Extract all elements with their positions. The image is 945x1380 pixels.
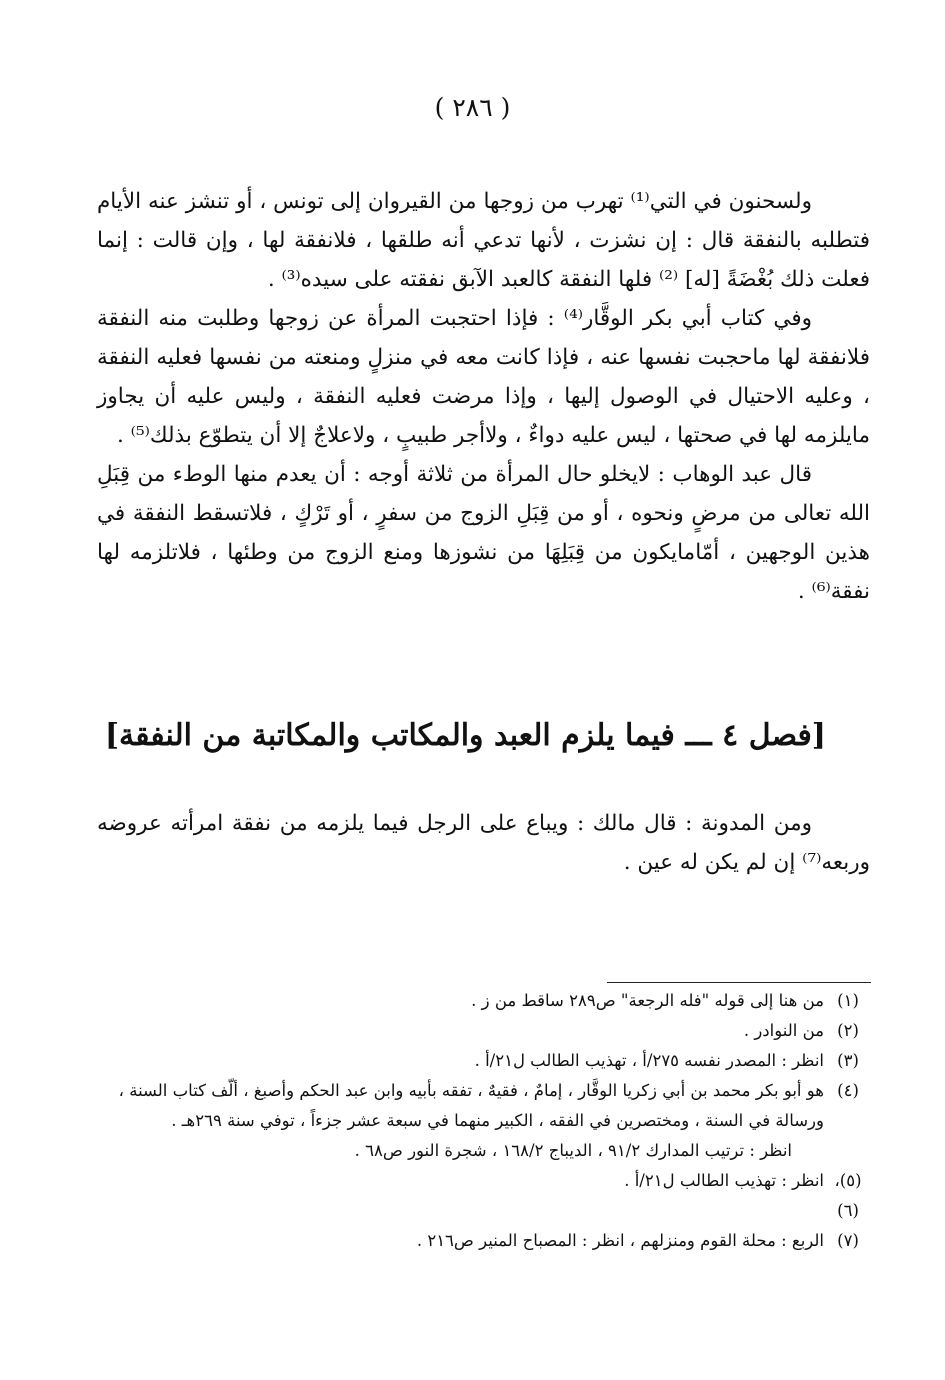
- footnote: [92, 986, 872, 1016]
- footnote-number: (٥)،(٦): [834, 1171, 862, 1220]
- footnote-number: (٤): [837, 1081, 859, 1100]
- footnote-number: (٢): [837, 1021, 859, 1040]
- main-text-block: [97, 182, 870, 611]
- section-text-block: [97, 804, 870, 882]
- section-heading: [فصل ٤ ـــ فيما يلزم العبد والمكاتب والمكاتبة من النفقة]: [104, 718, 826, 753]
- footnote-text: الربع : محلة القوم ومنزلهم ، انظر : المصباح المنير ص٢١٦ .: [416, 1231, 824, 1250]
- footnote-number: (١): [837, 991, 859, 1010]
- footnote-text: من النوادر .: [743, 1021, 824, 1040]
- paragraph-abd-alwahhab: قال عبد الوهاب : لايخلو حال المرأة من ثلاثة أوجه : أن يعدم منها الوطء من قِبَلِ الله تعالى من مرضٍ ونحوه ، أو من قِبَلِ الزوج من سفرٍ ، أو تَرْكٍ ، فلاتسقط النفقة في هذين الوجهين ، أمّامايكون من قِبَلِهَا من نشوزها ومنع الزوج من وطئها ، فلاتلزمه لها نفقة⁽⁶⁾ .: [97, 462, 870, 604]
- footnotes: [92, 986, 872, 1256]
- footnote: [92, 1076, 872, 1136]
- footnote: [92, 1226, 872, 1256]
- footnote-text: من هنا إلى قوله "فله الرجعة" ص٢٨٩ ساقط من ز .: [471, 991, 824, 1010]
- footnote-text: انظر : المصدر نفسه ٢٧٥/أ ، تهذيب الطالب ل٢١/أ .: [474, 1051, 824, 1070]
- footnote: [92, 1046, 872, 1076]
- footnote-number: (٧): [837, 1231, 859, 1250]
- paragraph-mudawwana: ومن المدونة : قال مالك : ويباع على الرجل فيما يلزمه من نفقة امرأته عروضه وربعه⁽⁷⁾ إن لم يكن له عين .: [97, 811, 870, 875]
- footnote-text: هو أبو بكر محمد بن أبي زكريا الوقَّار ، إمامٌ ، فقيهٌ ، تفقه بأبيه وابن عبد الحكم وأصبغ ، ألّف كتاب السنة ، ورسالة في السنة ، ومختصرين في الفقه ، الكبير منهما في سبعة عشر جزءاً ، توفي سنة ٢٦٩هـ .: [118, 1081, 824, 1130]
- footnote: [92, 1166, 872, 1226]
- paragraph-sahnun: ولسحنون في التي⁽¹⁾ تهرب من زوجها من القيروان إلى تونس ، أو تنشز عنه الأيام فتطلبه بالنفقة قال : إن نشزت ، لأنها تدعي أنه طلقها ، فلانفقة لها ، وإن قالت : إنما فعلت ذلك بُغْضَةً [له] ⁽²⁾ فلها النفقة كالعبد الآبق نفقته على سيده⁽³⁾ .: [97, 189, 870, 292]
- paragraph-abu-bakr-alwaqqar: وفي كتاب أبي بكر الوقَّار⁽⁴⁾ : فإذا احتجبت المرأة عن زوجها وطلبت منه النفقة فلانفقة لها ماحجبت نفسها عنه ، فإذا كانت معه في منزلٍ ومنعته من نفسها فعليه النفقة ، وعليه الاحتيال في الوصول إليها ، وإذا مرضت فعليه النفقة ، وليس عليه أن يجاوز مايلزمه لها في صحتها ، ليس عليه دواءٌ ، ولاأجر طبيبٍ ، ولاعلاجٌ إلا أن يتطوّع بذلك⁽⁵⁾ .: [97, 306, 870, 448]
- footnote: [92, 1016, 872, 1046]
- footnote-text: انظر : تهذيب الطالب ل٢١/أ .: [624, 1171, 824, 1190]
- footnote-continuation: انظر : ترتيب المدارك ٩١/٢ ، الديباج ١٦٨/٢ ، شجرة النور ص٦٨ .: [354, 1141, 792, 1160]
- page-number: ( ٢٨٦ ): [434, 93, 511, 122]
- footnote-number: (٣): [837, 1051, 859, 1070]
- footnote-separator: [607, 982, 871, 983]
